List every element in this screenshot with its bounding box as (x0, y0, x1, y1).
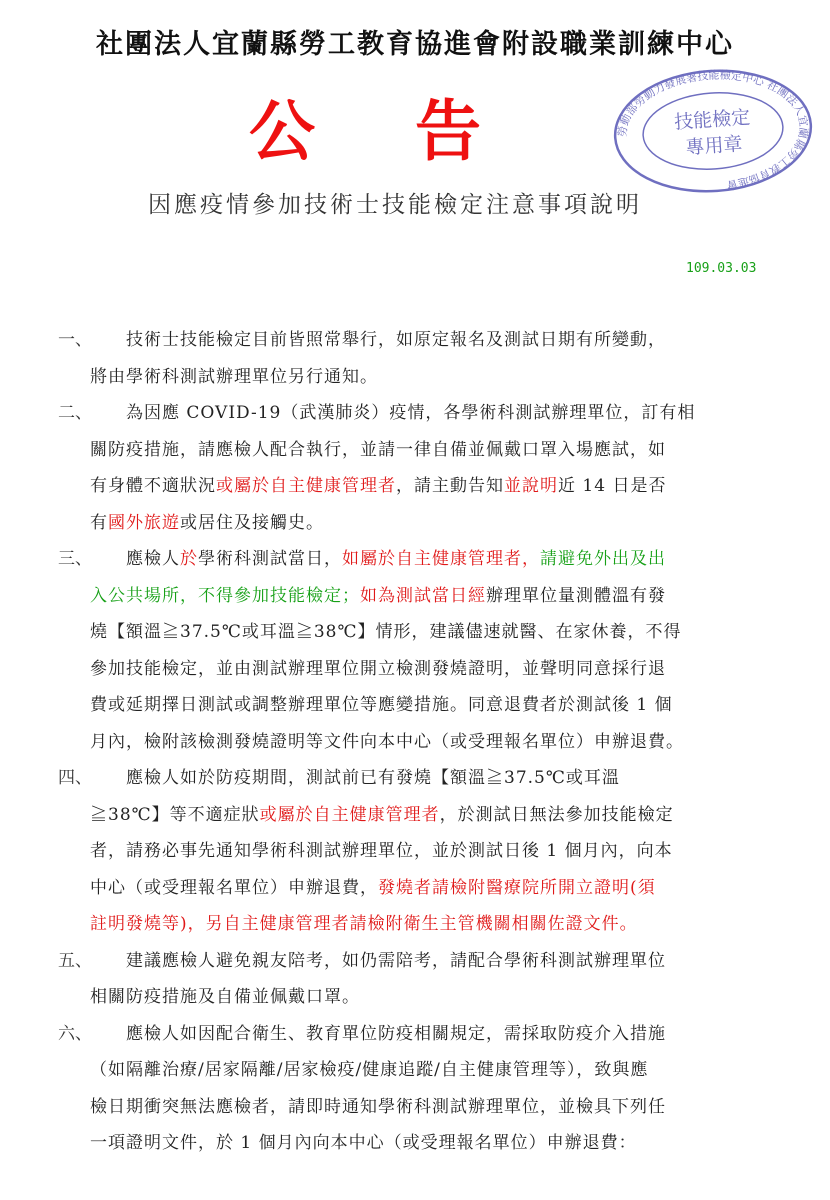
text-segment-black: ≧38℃】等不適症狀 (90, 804, 260, 825)
item-number: 五、 (58, 950, 92, 971)
document-title: 因應疫情參加技術士技能檢定注意事項說明 (148, 192, 642, 218)
item-text-line (126, 760, 768, 797)
item-text (90, 1016, 768, 1162)
item-text-line (90, 651, 768, 688)
item-number: 六、 (58, 1023, 92, 1044)
text-segment-black: 辦理單位量測體溫有發 (486, 585, 666, 606)
item-text-line (90, 1125, 768, 1162)
official-seal-stamp (608, 61, 818, 201)
item-text-line (90, 906, 768, 943)
item-text-line (90, 578, 768, 615)
text-segment-red: 於 (180, 549, 198, 569)
text-segment-red: 或屬於自主健康管理者 (216, 476, 396, 496)
text-segment-black: 一項證明文件，於 1 個月內向本中心（或受理報名單位）申辦退費： (90, 1133, 637, 1153)
item-text-line (90, 833, 768, 870)
notice-heading: 公告 (249, 93, 581, 170)
item-text-line (90, 1089, 768, 1126)
item-text (90, 541, 768, 760)
item-text-line (126, 943, 768, 980)
text-segment-red: 並說明 (504, 476, 558, 496)
notice-items-list (58, 322, 768, 1162)
text-segment-black: 將由學術科測試辦理單位另行通知。 (90, 366, 378, 387)
item-text-line (90, 614, 768, 651)
text-segment-black: 相關防疫措施及自備並佩戴口罩。 (90, 987, 360, 1007)
document-date: 109.03.03 (686, 261, 757, 276)
item-text-line (90, 687, 768, 724)
text-segment-red: 註明發燒等)，另自主健康管理者請檢附衛生主管機關相關佐證文件。 (90, 914, 638, 934)
text-segment-black: 或居住及接觸史。 (180, 512, 324, 533)
notice-item (58, 1016, 768, 1162)
text-segment-red: 如屬於自主健康管理者， (342, 549, 540, 569)
item-text-line (90, 359, 768, 396)
text-segment-black: 有 (90, 512, 108, 533)
item-text (90, 395, 768, 541)
item-text-line (90, 870, 768, 907)
notice-item (58, 943, 768, 1016)
text-segment-black: ，於測試日無法參加技能檢定 (439, 804, 674, 825)
text-segment-black: 應檢人如因配合衛生、教育單位防疫相關規定，需採取防疫介入措施 (126, 1023, 666, 1044)
organization-name: 社團法人宜蘭縣勞工教育協進會附設職業訓練中心 (96, 29, 734, 60)
text-segment-black: 技術士技能檢定目前皆照常舉行，如原定報名及測試日期有所變動， (126, 330, 666, 350)
item-text-line (90, 432, 768, 469)
item-text-line (90, 468, 768, 505)
seal-center-line2: 專用章 (684, 133, 744, 159)
text-segment-black: 為因應 COVID-19（武漢肺炎）疫情，各學術科測試辦理單位，訂有相 (126, 403, 696, 423)
item-number: 一、 (58, 330, 92, 350)
text-segment-black: 燒【額溫≧37.5℃或耳溫≧38℃】情形，建議儘速就醫、在家休養，不得 (90, 622, 682, 642)
notice-item (58, 395, 768, 541)
text-segment-black: 近 14 日是否 (558, 476, 667, 496)
item-text-line (126, 322, 768, 359)
item-text-line (90, 505, 768, 542)
text-segment-black: 關防疫措施，請應檢人配合執行，並請一律自備並佩戴口罩入場應試，如 (90, 439, 666, 460)
text-segment-black: 費或延期擇日測試或調整辦理單位等應變措施。同意退費者於測試後 1 個 (90, 695, 673, 715)
item-text (90, 760, 768, 943)
text-segment-red: 國外旅遊 (108, 512, 180, 533)
item-text (90, 943, 768, 1016)
item-text-line (90, 724, 768, 761)
text-segment-black: 中心（或受理報名單位）申辦退費， (90, 877, 378, 898)
text-segment-black: 有身體不適狀況 (90, 476, 216, 496)
item-text-line (126, 1016, 768, 1053)
text-segment-black: 檢日期衝突無法應檢者，請即時通知學術科測試辦理單位，並檢具下列任 (90, 1096, 666, 1117)
text-segment-red: 或屬於自主健康管理者 (259, 804, 440, 825)
item-text-line (126, 395, 768, 432)
text-segment-red: 發燒者請檢附醫療院所開立證明(須 (378, 877, 656, 898)
item-text-line (90, 979, 768, 1016)
seal-ring-text: 勞動部勞動力發展署技能檢定中心 社團法人宜蘭縣勞工教育協進會 (615, 68, 811, 192)
item-text-line (90, 797, 768, 834)
text-segment-black: （如隔離治療/居家隔離/居家檢疫/健康追蹤/自主健康管理等），致與應 (90, 1060, 649, 1080)
item-text (90, 322, 768, 395)
item-number: 三、 (58, 549, 92, 569)
text-segment-black: 應檢人 (126, 549, 180, 569)
item-number: 四、 (58, 768, 92, 788)
text-segment-green: 入公共場所，不得參加技能檢定； (90, 585, 360, 606)
text-segment-black: ，請主動告知 (396, 476, 504, 496)
text-segment-green: 請避免外出及出 (540, 549, 666, 569)
item-text-line (90, 1052, 768, 1089)
notice-item (58, 322, 768, 395)
text-segment-black: 學術科測試當日， (198, 549, 342, 569)
seal-center-line1: 技能檢定 (673, 106, 751, 134)
text-segment-red: 如為測試當日經 (360, 585, 486, 606)
text-segment-black: 月內，檢附該檢測發燒證明等文件向本中心（或受理報名單位）申辦退費。 (90, 731, 684, 752)
notice-item (58, 760, 768, 943)
item-number: 二、 (58, 403, 92, 423)
item-text-line (126, 541, 768, 578)
text-segment-black: 應檢人如於防疫期間，測試前已有發燒【額溫≧37.5℃或耳溫 (126, 768, 620, 788)
notice-item (58, 541, 768, 760)
text-segment-black: 者，請務必事先通知學術科測試辦理單位，並於測試日後 1 個月內，向本 (90, 841, 673, 861)
text-segment-black: 建議應檢人避免親友陪考，如仍需陪考，請配合學術科測試辦理單位 (126, 950, 666, 971)
text-segment-black: 參加技能檢定，並由測試辦理單位開立檢測發燒證明，並聲明同意採行退 (90, 658, 666, 679)
